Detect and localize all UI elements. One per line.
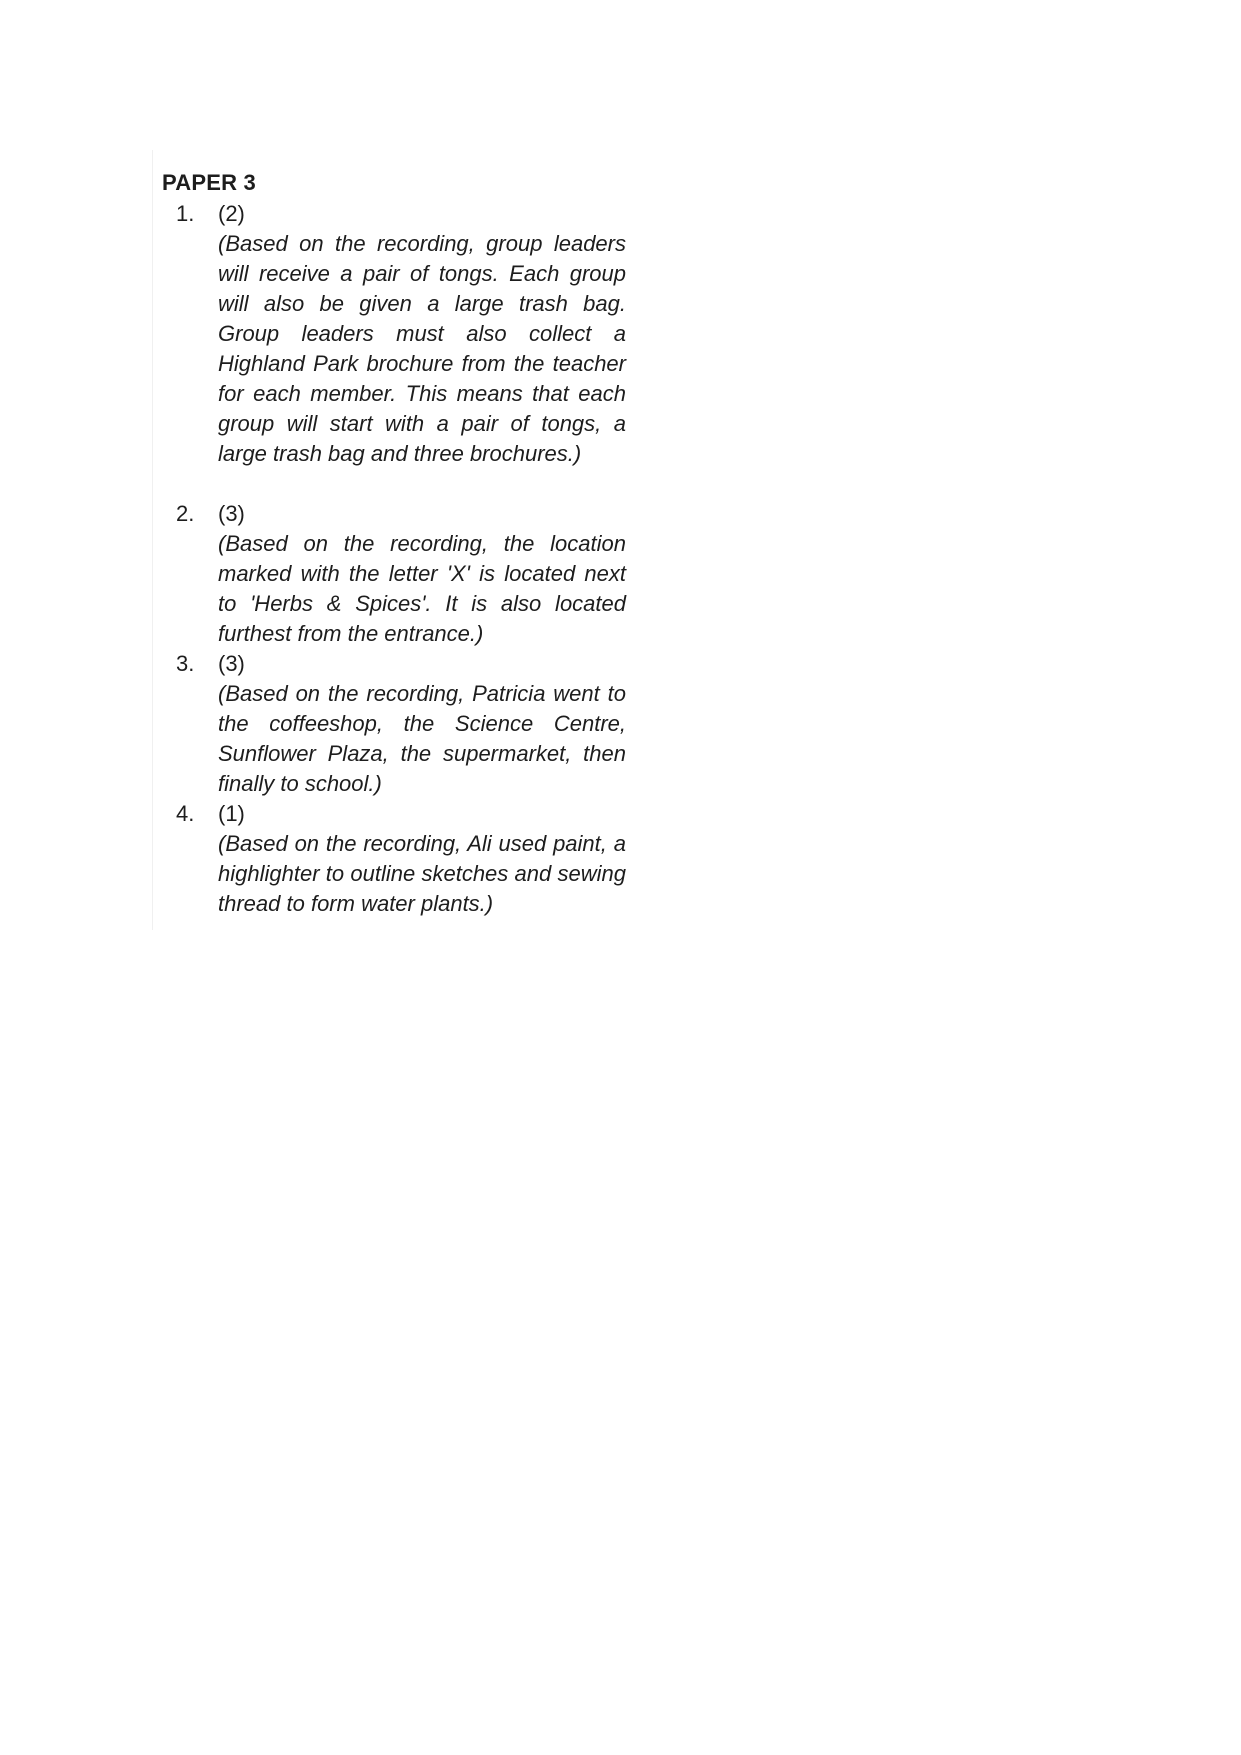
answer-option: (3) bbox=[218, 501, 245, 526]
answer-option: (3) bbox=[218, 651, 245, 676]
answer-item-3 bbox=[176, 649, 626, 799]
answer-body bbox=[218, 199, 626, 499]
answer-explanation: (Based on the recording, Patricia went to the coffeeshop, the Science Centre, Sunflower Plaza, the supermarket, then finally to school.) bbox=[218, 681, 626, 796]
answer-body bbox=[218, 649, 626, 799]
answer-list bbox=[176, 199, 626, 949]
answer-number: 2. bbox=[176, 501, 195, 526]
answer-item-1 bbox=[176, 199, 626, 499]
answer-explanation: (Based on the recording, Ali used paint, a highlighter to outline sketches and sewing thread to form water plants.) bbox=[218, 831, 626, 916]
answer-number: 3. bbox=[176, 651, 195, 676]
answer-item-2 bbox=[176, 499, 626, 649]
answer-option: (1) bbox=[218, 801, 245, 826]
answer-item-4 bbox=[176, 799, 626, 949]
section-title: PAPER 3 bbox=[162, 170, 256, 195]
answer-explanation: (Based on the recording, the location marked with the letter 'X' is located next to 'Herbs & Spices'. It is also located furthest from the entrance.) bbox=[218, 531, 626, 646]
answer-body bbox=[218, 499, 626, 649]
answer-body bbox=[218, 799, 626, 949]
answer-explanation: (Based on the recording, group leaders will receive a pair of tongs. Each group will also be given a large trash bag. Group leaders must also collect a Highland Park brochure from the teacher for each member. This means that each group will start with a pair of tongs, a large trash bag and three brochures.) bbox=[218, 231, 626, 466]
answer-option: (2) bbox=[218, 201, 245, 226]
answer-number: 4. bbox=[176, 801, 195, 826]
answer-number: 1. bbox=[176, 201, 195, 226]
